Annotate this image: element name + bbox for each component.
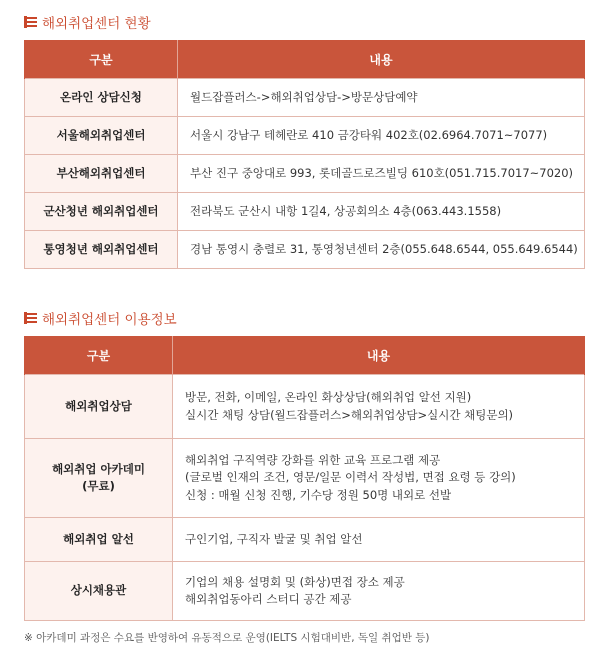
row-category: 서울해외취업센터 (25, 117, 178, 155)
content-line: 구인기업, 구직자 발굴 및 취업 알선 (185, 531, 363, 546)
header-content: 내용 (178, 40, 585, 79)
table-row (25, 117, 585, 155)
table-header-row (25, 40, 585, 79)
category-line: 해외취업 알선 (63, 531, 134, 546)
content-line: 방문, 전화, 이메일, 온라인 화상상담(해외취업 알선 지원) (185, 390, 472, 404)
section-title-text: 해외취업센터 이용정보 (42, 312, 177, 328)
center-status-table (24, 40, 585, 269)
section-title-usage (24, 308, 177, 328)
usage-info-table (24, 336, 585, 621)
row-content: 부산 진구 중앙대로 993, 롯데골드로즈빌딩 610호(051.715.7017~7020) (178, 155, 585, 193)
content-line: (글로벌 인재의 조건, 영문/일문 이력서 작성법, 면접 요령 등 강의) (185, 470, 516, 485)
content-line: 실시간 채팅 상담(월드잡플러스>해외취업상담>실시간 채팅문의) (185, 407, 514, 422)
row-content: 경남 통영시 충렬로 31, 통영청년센터 2층(055.648.6544, 055.649.6544) (178, 231, 585, 269)
section-title-text: 해외취업센터 현황 (42, 16, 151, 32)
table-row (25, 155, 585, 193)
content-line: 해외취업 구직역량 강화를 위한 교육 프로그램 제공 (185, 452, 441, 467)
table-row (25, 439, 585, 518)
row-content: 서울시 강남구 테헤란로 410 금강타워 402호(02.6964.7071~7077) (178, 117, 585, 155)
table-header-row (25, 336, 585, 375)
row-content (173, 439, 585, 518)
header-category: 구분 (25, 336, 173, 375)
table-row (25, 79, 585, 117)
category-line: 해외취업 아카데미 (52, 461, 145, 476)
row-category (25, 375, 173, 439)
category-line: 해외취업상담 (65, 398, 132, 413)
row-content (173, 518, 585, 562)
row-category (25, 562, 173, 621)
header-category: 구분 (25, 40, 178, 79)
row-category: 통영청년 해외취업센터 (25, 231, 178, 269)
list-icon (24, 17, 37, 28)
row-content: 전라북도 군산시 내항 1길4, 상공회의소 4층(063.443.1558) (178, 193, 585, 231)
section-title-status (24, 12, 151, 32)
table-row (25, 562, 585, 621)
list-icon (24, 313, 37, 324)
footnote: ※ 아카데미 과정은 수요를 반영하여 유동적으로 운영(IELTS 시험대비반, 독일 취업반 등) (24, 632, 430, 644)
table-row (25, 231, 585, 269)
row-category: 부산해외취업센터 (25, 155, 178, 193)
category-line: 상시채용관 (70, 583, 127, 598)
content-line: 신청 : 매월 신청 진행, 기수당 정원 50명 내외로 선발 (185, 487, 452, 502)
row-category (25, 518, 173, 562)
content-line: 기업의 채용 설명회 및 (화상)면접 장소 제공 (185, 574, 405, 589)
table-row (25, 518, 585, 562)
content-line: 해외취업동아리 스터디 공간 제공 (185, 592, 352, 606)
table-row (25, 193, 585, 231)
category-line: (무료) (82, 479, 115, 493)
row-content: 월드잡플러스->해외취업상담->방문상담예약 (178, 79, 585, 117)
row-content (173, 562, 585, 621)
row-category: 군산청년 해외취업센터 (25, 193, 178, 231)
header-content: 내용 (173, 336, 585, 375)
table-row (25, 375, 585, 439)
row-content (173, 375, 585, 439)
row-category: 온라인 상담신청 (25, 79, 178, 117)
row-category (25, 439, 173, 518)
